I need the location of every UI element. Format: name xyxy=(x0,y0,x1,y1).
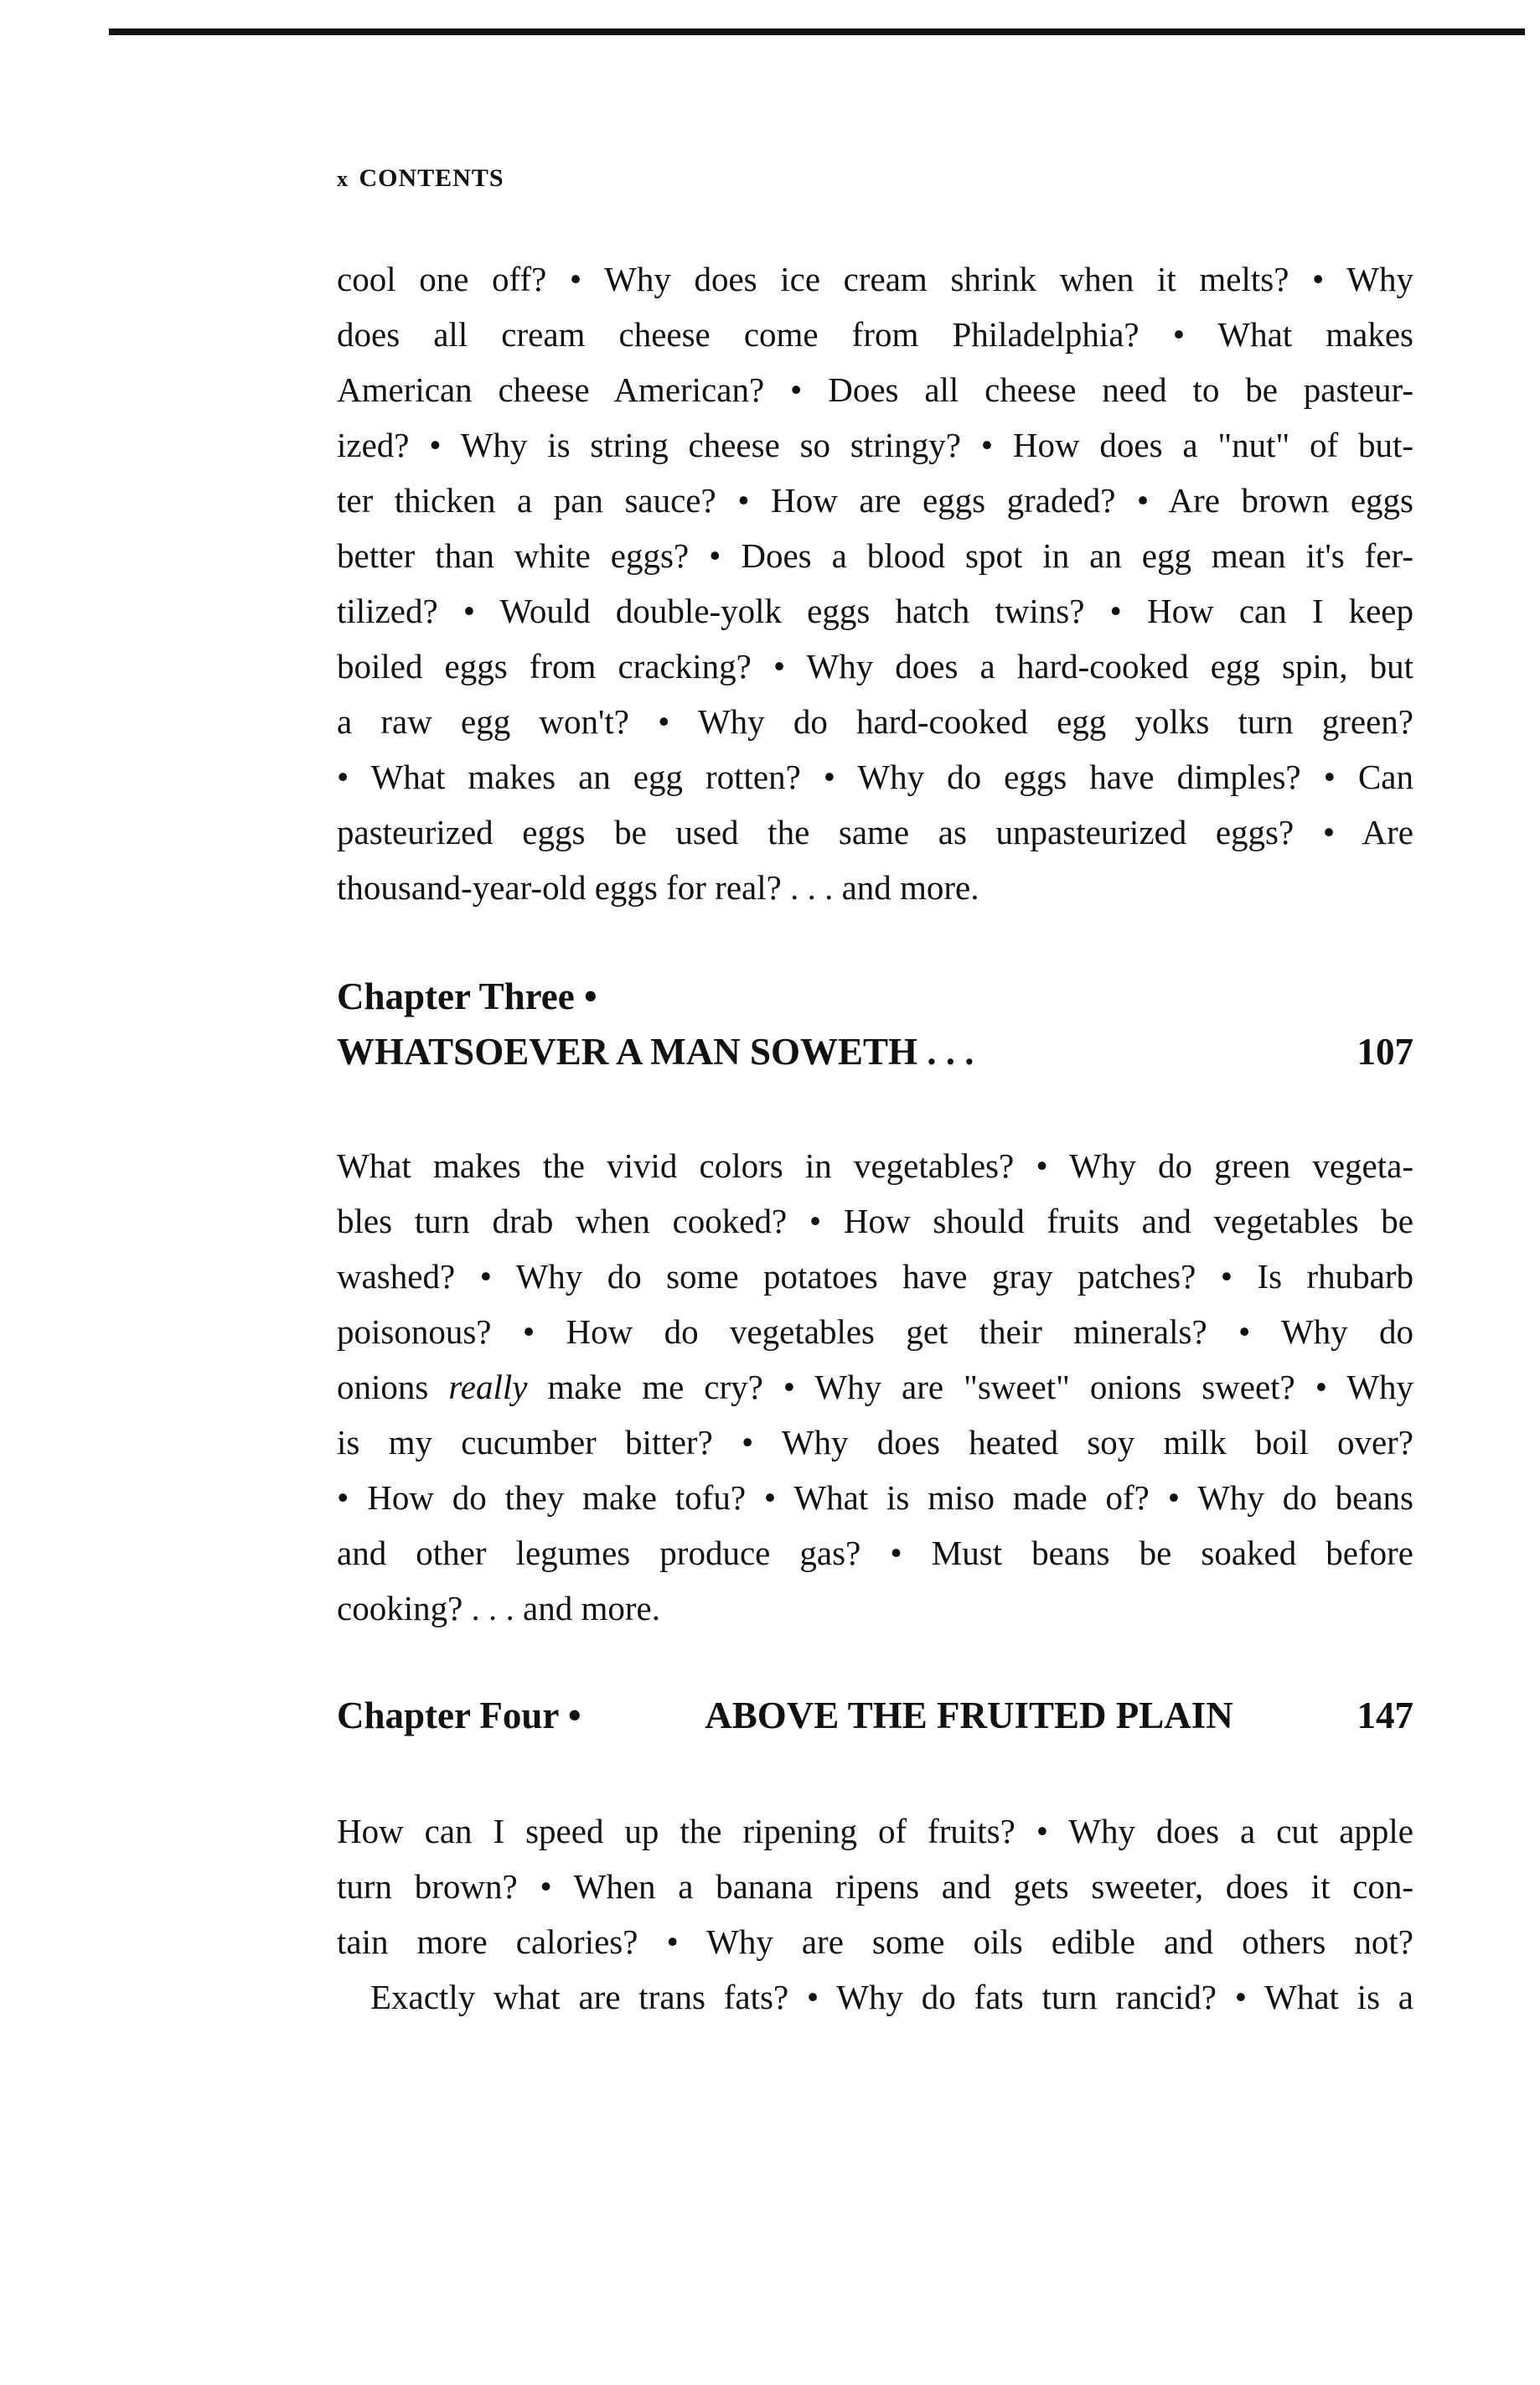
chapter-four-heading xyxy=(337,1688,1413,1743)
chapter-four-label: Chapter Four • xyxy=(337,1694,581,1736)
text-line: American cheese American? • Does all cheese need to be pasteur- xyxy=(337,370,1413,409)
text-line: pasteurized eggs be used the same as unpasteurized eggs? • Are xyxy=(337,813,1413,851)
chapter-three-page: 107 xyxy=(1357,1031,1413,1073)
text-line-emphasis xyxy=(337,1359,1413,1415)
contents-entry-chapter4 xyxy=(337,1803,1413,2025)
text-line: washed? • Why do some potatoes have gray patches? • Is rhubarb xyxy=(337,1257,1413,1296)
text-line: better than white eggs? • Does a blood spot in an egg mean it's fer- xyxy=(337,536,1413,575)
text-line: a raw egg won't? • Why do hard-cooked egg yolks turn green? xyxy=(337,702,1413,741)
text-line: boiled eggs from cracking? • Why does a hard-cooked egg spin, but xyxy=(337,647,1413,685)
text-line: • How do they make tofu? • What is miso made of? • Why do beans xyxy=(337,1478,1413,1517)
text-line: poisonous? • How do vegetables get their minerals? • Why do xyxy=(337,1312,1413,1351)
chapter-three-title-row xyxy=(337,1024,1413,1079)
contents-entry-chapter3 xyxy=(337,1138,1413,1636)
chapter-four-page: 147 xyxy=(1357,1694,1413,1736)
text-fragment: make me cry? • Why are "sweet" onions sweet? • Why xyxy=(547,1368,1414,1406)
text-fragment: onions xyxy=(337,1368,429,1406)
chapter-three-label: Chapter Three • xyxy=(337,975,597,1017)
running-head xyxy=(337,164,504,193)
text-line: is my cucumber bitter? • Why does heated soy milk boil over? xyxy=(337,1423,1413,1462)
text-line: ter thicken a pan sauce? • How are eggs graded? • Are brown eggs xyxy=(337,481,1413,520)
text-line: Exactly what are trans fats? • Why do fats turn rancid? • What is a xyxy=(370,1978,1413,2016)
chapter-three-heading xyxy=(337,969,1413,1079)
running-head-title: CONTENTS xyxy=(359,164,504,192)
emphasis-text: really xyxy=(448,1368,528,1406)
text-line: How can I speed up the ripening of fruits? • Why does a cut apple xyxy=(337,1812,1413,1850)
text-line: bles turn drab when cooked? • How should fruits and vegetables be xyxy=(337,1202,1413,1240)
text-line: thousand-year-old eggs for real? . . . and more. xyxy=(337,868,979,907)
text-line: does all cream cheese come from Philadelphia? • What makes xyxy=(337,315,1413,354)
text-line: What makes the vivid colors in vegetables? • Why do green vegeta- xyxy=(337,1146,1413,1185)
page-folio: x xyxy=(337,167,349,191)
chapter-three-title: WHATSOEVER A MAN SOWETH . . . xyxy=(337,1031,974,1073)
chapter-four-title-row xyxy=(337,1688,1413,1743)
contents-entry-chapter2-continued xyxy=(337,251,1413,915)
text-line: tilized? • Would double-yolk eggs hatch twins? • How can I keep xyxy=(337,592,1413,630)
chapter-four-title: ABOVE THE FRUITED PLAIN xyxy=(705,1694,1233,1736)
text-line: ized? • Why is string cheese so stringy? • How does a "nut" of but- xyxy=(337,426,1413,464)
text-line: turn brown? • When a banana ripens and gets sweeter, does it con- xyxy=(337,1867,1413,1906)
top-rule xyxy=(109,28,1525,35)
text-line: cool one off? • Why does ice cream shrink when it melts? • Why xyxy=(337,260,1413,298)
text-line: • What makes an egg rotten? • Why do eggs have dimples? • Can xyxy=(337,758,1413,796)
text-line: and other legumes produce gas? • Must beans be soaked before xyxy=(337,1534,1413,1572)
text-line: tain more calories? • Why are some oils edible and others not? xyxy=(337,1922,1413,1961)
text-line: cooking? . . . and more. xyxy=(337,1589,660,1627)
